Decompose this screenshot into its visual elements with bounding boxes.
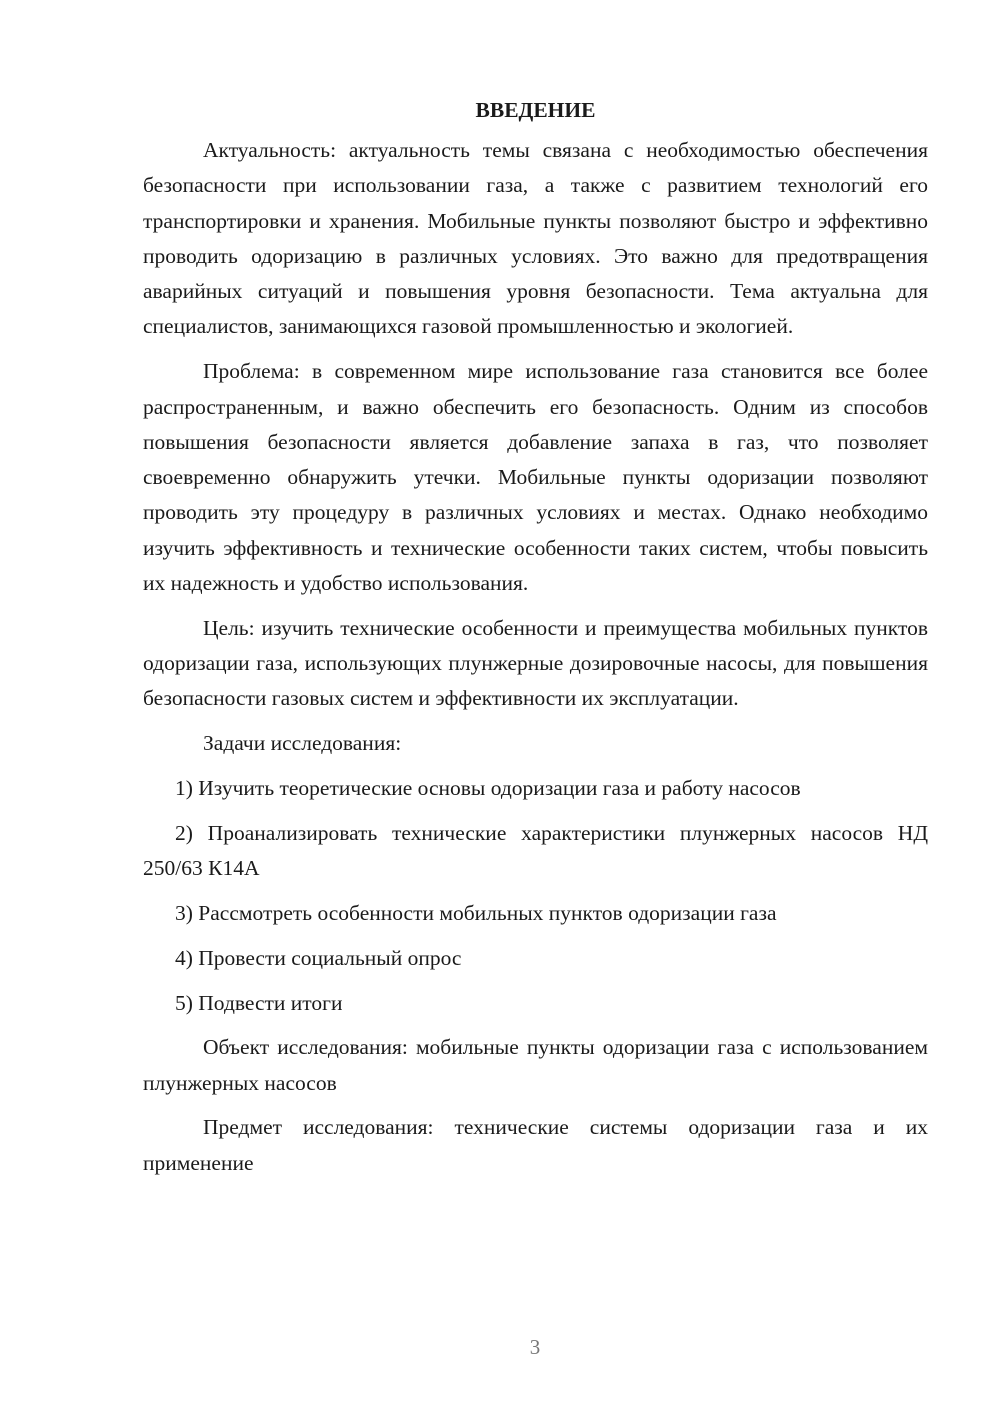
task-item-4: 4) Провести социальный опрос	[175, 945, 462, 970]
task-item-3: 3) Рассмотреть особенности мобильных пунктов одоризации газа	[175, 900, 777, 925]
goal-paragraph: Цель: изучить технические особенности и преимущества мобильных пунктов одоризации газа, использующих плунжерные дозировочные насосы, для повышения безопасности газовых систем и эффективности их эксплуатации.	[143, 615, 928, 711]
tasks-heading: Задачи исследования:	[203, 731, 402, 756]
relevance-paragraph: Актуальность: актуальность темы связана с необходимостью обеспечения безопасности при использовании газа, а также с развитием технологий его транспортировки и хранения. Мобильные пункты позволяют быстро и эффективно проводить одоризацию в различных условиях. Это важно для предотвращения аварийных ситуаций и повышения уровня безопасности. Тема актуальна для специалистов, занимающихся газовой промышленностью и экологией.	[143, 138, 928, 339]
task-item-2: 2) Проанализировать технические характеристики плунжерных насосов НД 250/63 К14А	[143, 820, 928, 881]
object-paragraph: Объект исследования: мобильные пункты одоризации газа с использованием плунжерных насосов	[143, 1035, 928, 1095]
document-page	[143, 93, 928, 1191]
page-number: 3	[529, 1335, 541, 1359]
problem-paragraph: Проблема: в современном мире использование газа становится все более распространенным, и важно обеспечить его безопасность. Одним из способов повышения безопасности является добавление запаха в газ, что позволяет своевременно обнаружить утечки. Мобильные пункты одоризации позволяют проводить эту процедуру в различных условиях и местах. Однако необходимо изучить эффективность и технические особенности таких систем, чтобы повысить их надежность и удобство использования.	[143, 359, 928, 596]
task-item-1: 1) Изучить теоретические основы одоризации газа и работу насосов	[175, 776, 801, 801]
section-title: ВВЕДЕНИЕ	[475, 98, 596, 122]
subject-paragraph: Предмет исследования: технические системы одоризации газа и их применение	[143, 1115, 928, 1175]
task-item-5: 5) Подвести итоги	[175, 990, 343, 1015]
